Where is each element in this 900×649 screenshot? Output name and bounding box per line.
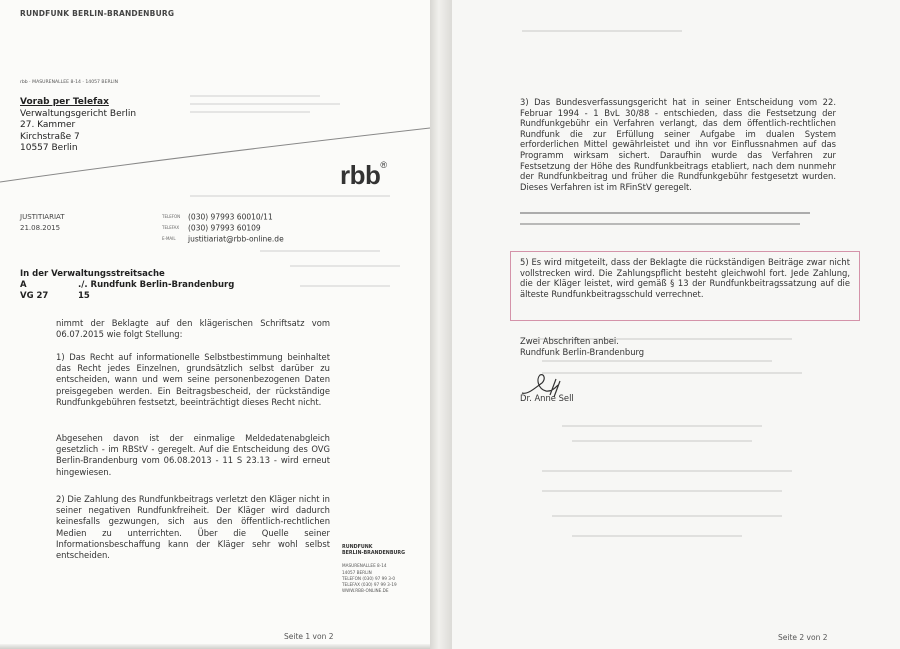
recipient-line: 10557 Berlin: [20, 143, 78, 153]
department-block: [20, 212, 65, 233]
return-address: rbb · MASURENALLEE 8-14 · 14057 BERLIN: [20, 80, 119, 85]
case-parties: ./. Rundfunk Berlin-Brandenburg: [78, 280, 235, 290]
sender-header: RUNDFUNK BERLIN-BRANDENBURG: [20, 9, 175, 18]
letter-page-1: [0, 0, 430, 649]
paragraph-5: 5) Es wird mitgeteilt, dass der Beklagte die rückständigen Beiträge zwar nicht vollstrecken wird. Die Zahlungspflicht besteht gleichwohl fort. Jede Zahlung, die der Kläger leistet, wird gemäß § 13 der Rundfunkbeitragssatzung auf die älteste Rundfunkbeitragsschuld verrechnet.: [520, 257, 850, 299]
closing-block: [520, 336, 644, 358]
letter-date: 21.08.2015: [20, 223, 61, 232]
department: JUSTITIARIAT: [20, 213, 65, 221]
fax-number: (030) 97993 60109: [188, 223, 261, 232]
case-ref-prefix: VG 27: [20, 291, 49, 301]
paragraph-3: 3) Das Bundesverfassungsgericht hat in seiner Entscheidung vom 22. Februar 1994 - 1 BvL 30/88 - entschieden, dass die Festsetzung der Rundfunkgebühr ein Verfahren verlangt, das dem öffentlich-rechtlichen Rundfunk die zur Erfüllung seiner Aufgabe im dualen System erforderlichen Mittel gewährleistet und ihn vor Einflussnahmen auf das Programm wirksam sichert. Daraufhin wurde das Verfahren zur Festsetzung der Höhe des Rundfunkbeitrags etabliert, nach dem nunmehr der Rundfunkbeitrag und früher die Rundfunkgebühr festgesetzt wurden. Dieses Verfahren ist im RFinStV geregelt.: [520, 97, 836, 192]
paragraph-1-addendum: Abgesehen davon ist der einmalige Meldedatenabgleich gesetzlich - im RBStV - geregelt. Auf die Entscheidung des OVG Berlin-Brandenburg vom 06.08.2013 - 11 S 23.13 - wird erneut hingewiesen.: [56, 433, 330, 477]
recipient-line: Verwaltungsgericht Berlin: [20, 108, 137, 119]
case-ref-suffix: 15: [78, 291, 90, 301]
phone-number: (030) 97993 60010/11: [188, 212, 273, 222]
page-number: Seite 2 von 2: [778, 633, 828, 642]
party-name: A: [20, 280, 27, 290]
recipient-line: Kirchstraße 7: [20, 131, 80, 142]
page-gutter: [430, 0, 452, 649]
signatory-name: Dr. Anne Sell: [520, 393, 574, 403]
organization-name: Rundfunk Berlin-Brandenburg: [520, 347, 645, 357]
fax-label: TELEFAX: [162, 224, 180, 230]
recipient-line: 27. Kammer: [20, 120, 76, 130]
case-heading: [20, 269, 234, 302]
delivery-note: Vorab per Telefax: [20, 97, 109, 107]
phone-label: TELEFON: [162, 214, 181, 219]
email-label: E-MAIL: [162, 235, 176, 241]
paragraph-2: 2) Die Zahlung des Rundfunkbeitrags verletzt den Kläger nicht in seiner negativen Rundfunkfreiheit. Der Kläger wird dadurch keinesfalls gezwungen, sich aus den öffentlich-rechtlichen Medien zu unterrichten. Über die Quelle seiner Informationsbeschaffung kann der Kläger sehr wohl selbst entscheiden.: [56, 494, 330, 561]
footer-address-block: RUNDFUNK BERLIN-BRANDENBURG MASURENALLEE 8-14 14057 BERLIN TELEFON (030) 97 99 3-0 TELEFAX (030) 97 99 3-19 WWW.RBB-ONLINE.DE: [342, 545, 406, 594]
rbb-logo: rbb®: [340, 160, 387, 190]
contact-block: [162, 212, 284, 244]
letter-page-2: [452, 0, 900, 649]
page-number: Seite 1 von 2: [284, 632, 334, 641]
enclosure-note: Zwei Abschriften anbei.: [520, 336, 619, 346]
truncated-lines: [520, 208, 810, 225]
paragraph-1: 1) Das Recht auf informationelle Selbstbestimmung beinhaltet das Recht jedes Einzelnen, grundsätzlich selbst darüber zu entscheiden, wann und wem seine personenbezogenen Daten preisgegeben werden. Ein Beitragsbescheid, der rückständige Rundfunkgebühren festsetzt, beeinträchtigt dieses Recht nicht.: [56, 352, 330, 407]
paragraph-intro: nimmt der Beklagte auf den klägerischen Schriftsatz vom 06.07.2015 wie folgt Stellung:: [56, 318, 330, 340]
case-title: In der Verwaltungsstreitsache: [20, 269, 165, 279]
email-address: justitiariat@rbb-online.de: [188, 233, 284, 243]
